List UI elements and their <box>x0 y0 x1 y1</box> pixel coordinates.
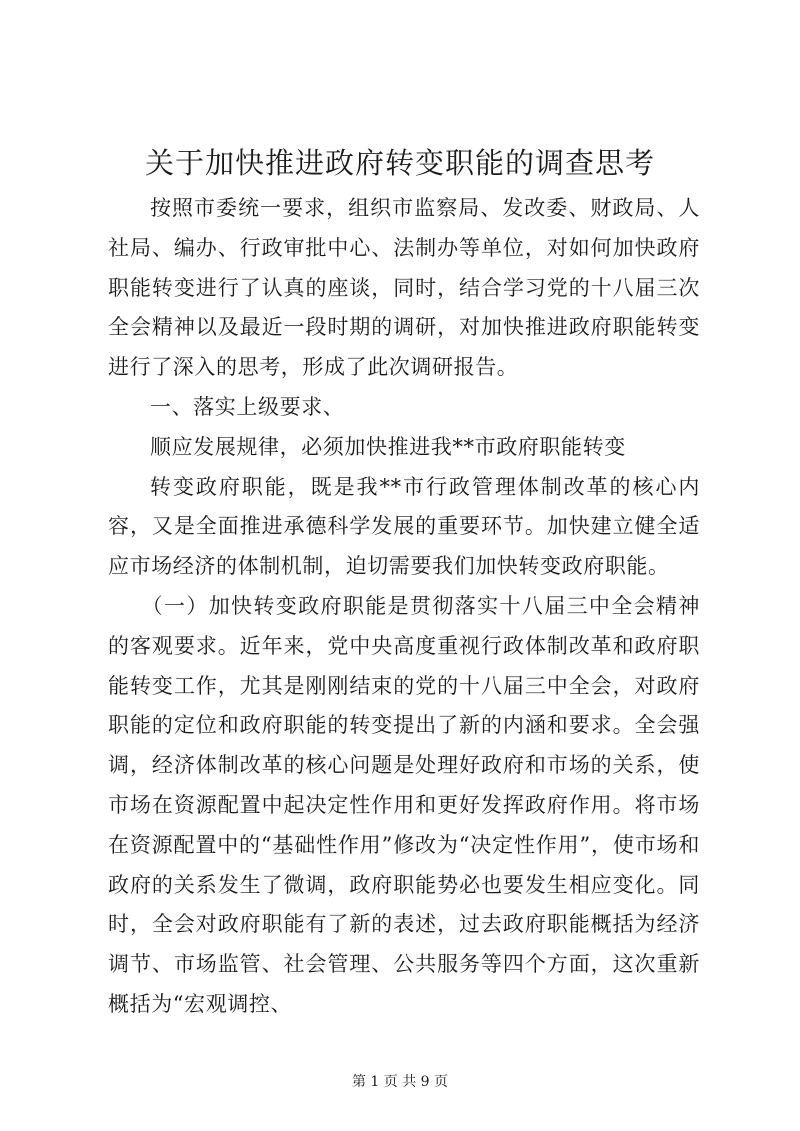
paragraph-core-content: 转变政府职能，既是我**市行政管理体制改革的核心内容，又是全面推进承德科学发展的重要环节。加快建立健全适应市场经济的体制机制，迫切需要我们加快转变政府职能。 <box>108 474 700 579</box>
section-heading-1-continued: 顺应发展规律，必须加快推进我**市政府职能转变 <box>150 434 626 459</box>
page-footer: 第 1 页 共 9 页 <box>351 1074 449 1090</box>
document-body <box>108 189 700 1025</box>
paragraph-intro: 按照市委统一要求，组织市监察局、发改委、财政局、人社局、编办、行政审批中心、法制办等单位，对如何加快政府职能转变进行了认真的座谈，同时，结合学习党的十八届三次全会精神以及最近一段时期的调研，对加快推进政府职能转变进行了深入的思考，形成了此次调研报告。 <box>108 196 700 380</box>
document-title: 关于加快推进政府转变职能的调查思考 <box>144 146 655 180</box>
paragraph-subsection-1: （一）加快转变政府职能是贯彻落实十八届三中全会精神的客观要求。近年来，党中央高度重视行政体制改革和政府职能转变工作，尤其是刚刚结束的党的十八届三中全会，对政府职能的定位和政府职能的转变提出了新的内涵和要求。全会强调，经济体制改革的核心问题是处理好政府和市场的关系，使市场在资源配置中起决定性作用和更好发挥政府作用。将市场在资源配置中的“基础性作用”修改为“决定性作用”，使市场和政府的关系发生了微调，政府职能势必也要发生相应变化。同时，全会对政府职能有了新的表述，过去政府职能概括为经济调节、市场监管、社会管理、公共服务等四个方面，这次重新概括为“宏观调控、 <box>108 593 700 1016</box>
section-heading-1: 一、落实上级要求、 <box>150 394 345 419</box>
